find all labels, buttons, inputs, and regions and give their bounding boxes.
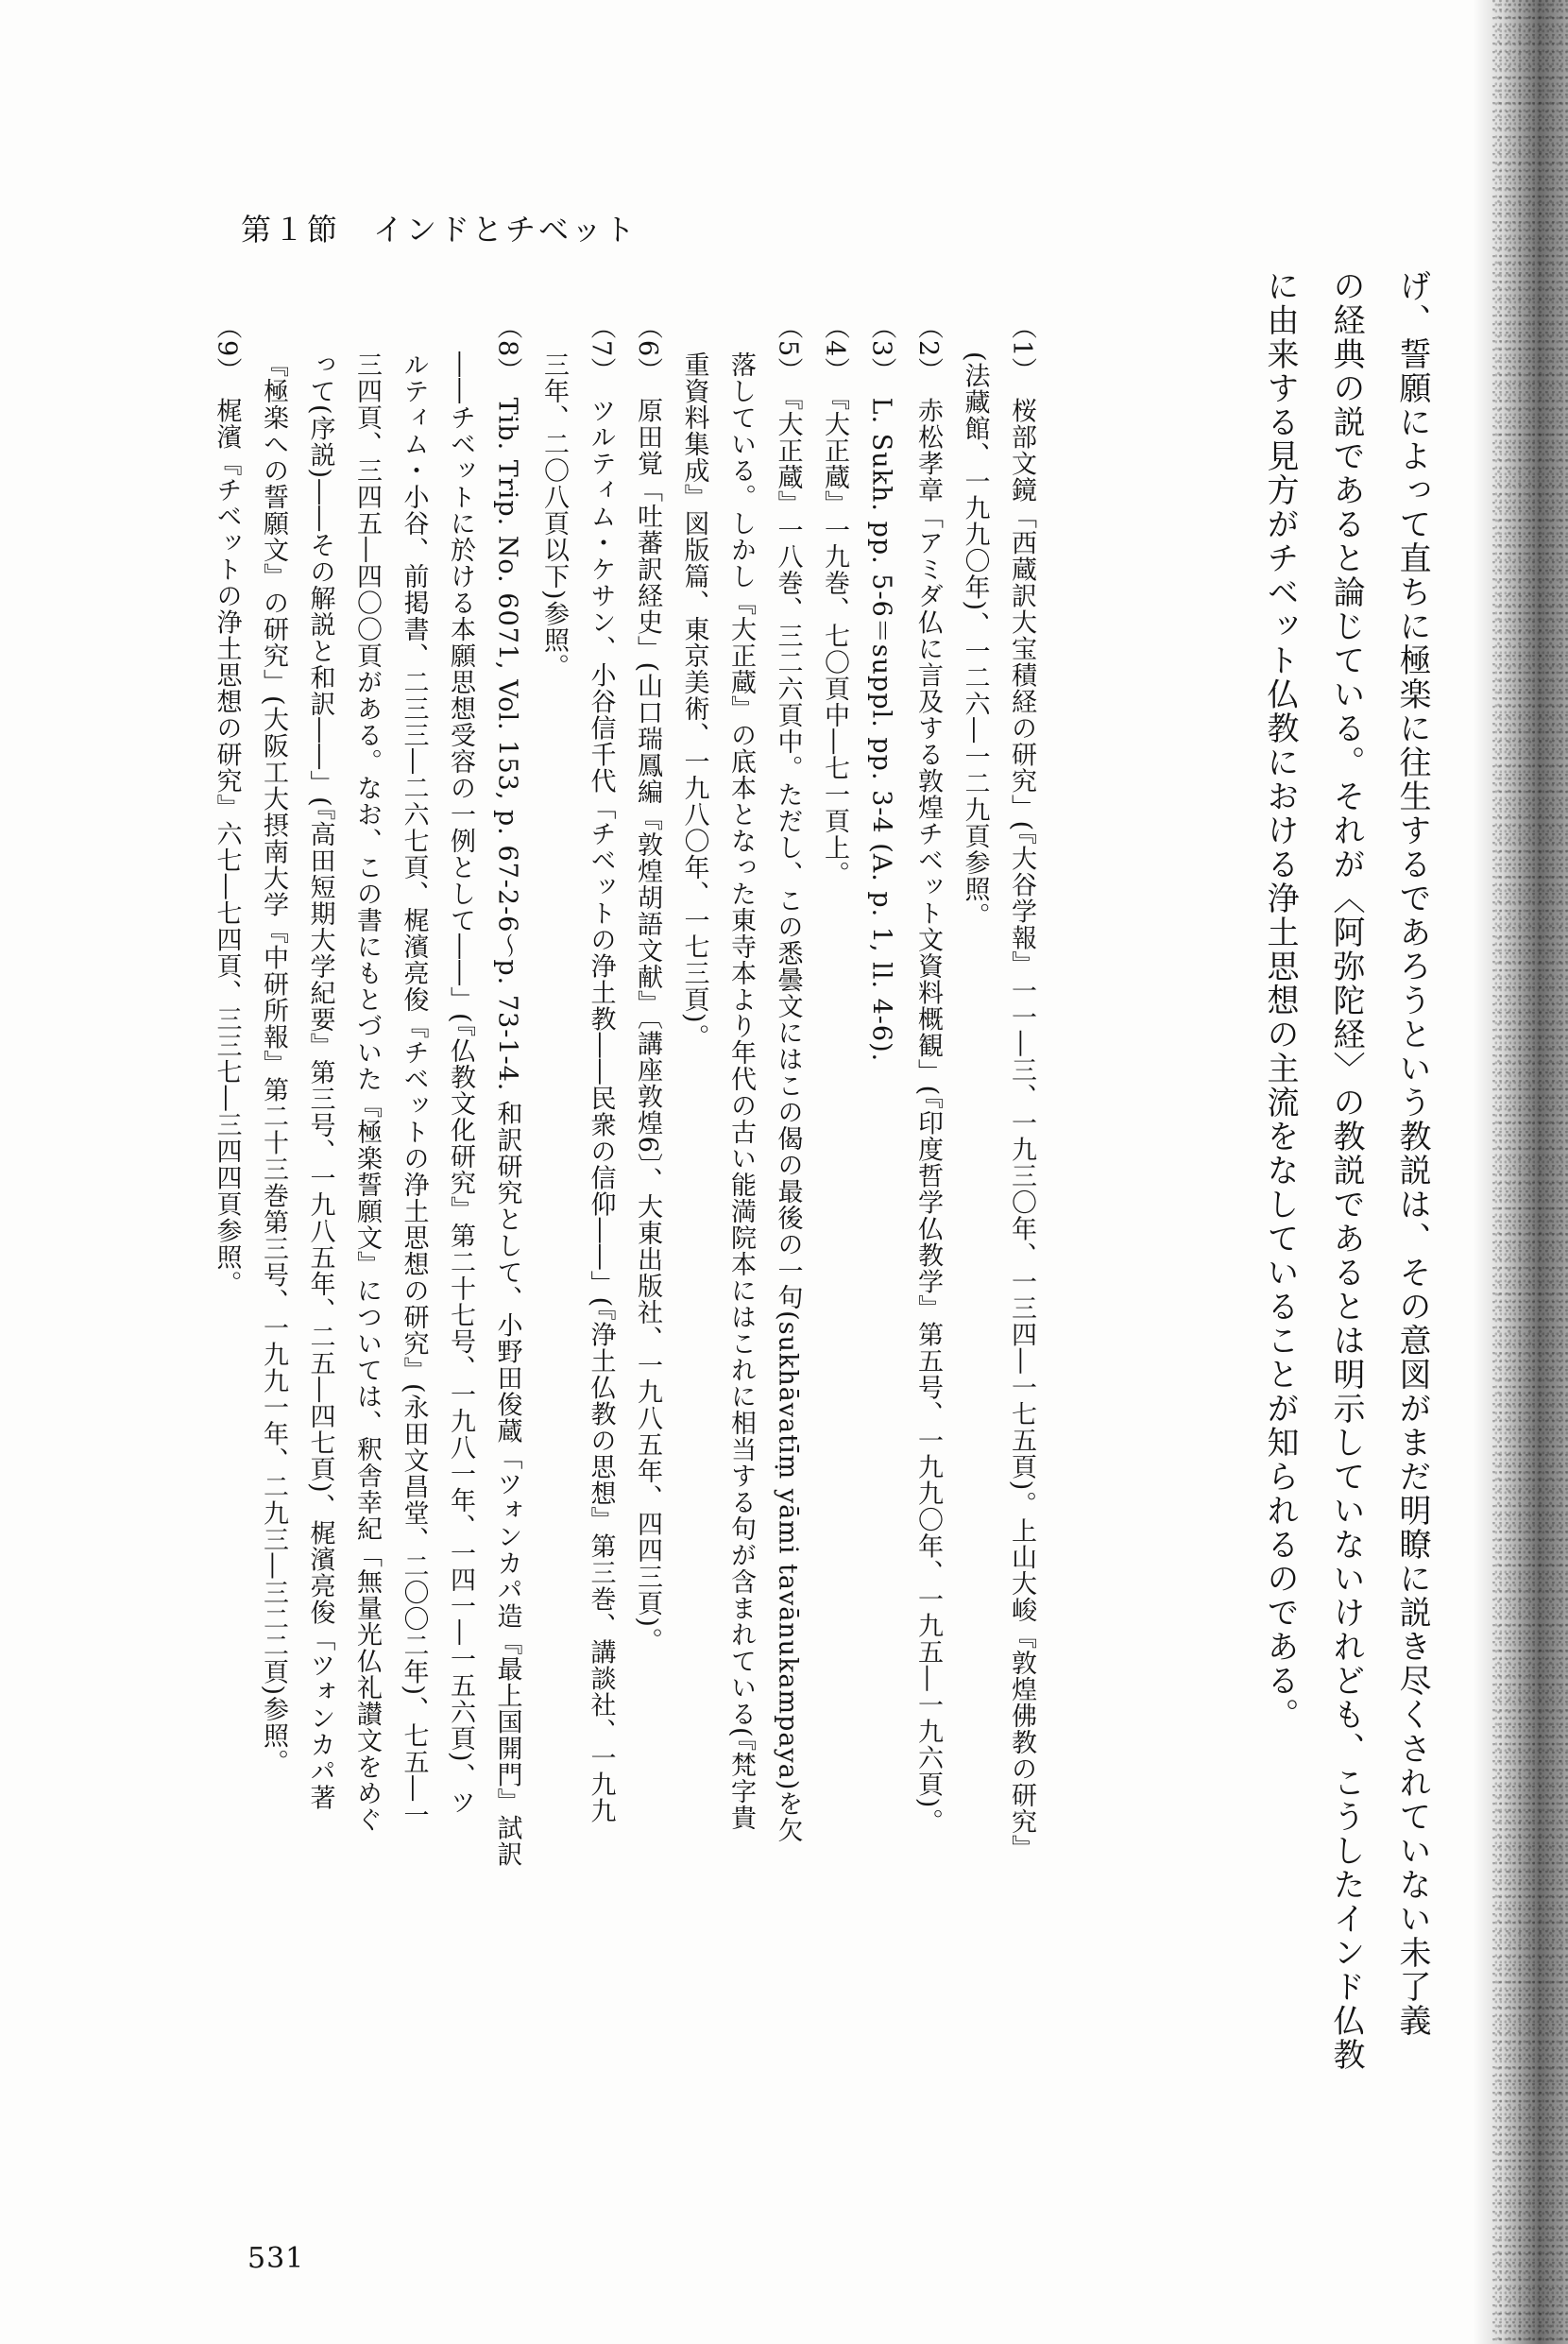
note-8-line: 三四頁、三四五―四〇〇頁がある。なお、この書にもとづいた『極楽誓願文』については、釈舎幸紀「無量光仏礼讃文をめぐ bbox=[352, 351, 382, 1833]
body-line: の経典の説であると論じている。それが〈阿弥陀経〉の教説であるとは明示していないけれども、こうしたインド仏教 bbox=[1327, 269, 1365, 2072]
note-4-line: （4） 『大正蔵』一九巻、七〇頁中―七一頁上。 bbox=[820, 314, 849, 888]
note-8-line: って(序説)――その解説と和訳――」(『高田短期大学紀要』第三号、一九八五年、二五―四七頁)、梶濱亮俊「ツォンカパ著 bbox=[305, 351, 335, 1811]
note-9-line: （9） 梶濱『チベットの浄土思想の研究』六七―七四頁、三三七―三四四頁参照。 bbox=[212, 314, 242, 1297]
note-8-line: ルティム・小谷、前掲書、二三三―二六七頁、梶濱亮俊『チベットの浄土思想の研究』(永田文昌堂、二〇〇二年)、七五―一 bbox=[399, 351, 429, 1829]
page-number: 531 bbox=[247, 2242, 305, 2275]
note-5-line: （5） 『大正蔵』一八巻、三二六頁中。ただし、この悉曇文にはこの偈の最後の一句(sukhāvatīṃ yāmi tavānukampaya)を欠 bbox=[773, 314, 803, 1844]
note-8-line: ――チベットに於ける本願思想受容の一例として――」(『仏教文化研究』第二十七号、一九八一年、一四一―一五六頁)、ツ bbox=[446, 351, 475, 1816]
note-8-line: 『極楽への誓願文』の研究」(大阪工大摂南大学『中研所報』第二十三巻第三号、一九九一年、二九三―三二二頁)参照。 bbox=[259, 351, 288, 1776]
note-2-line: （2） 赤松孝章「アミダ仏に言及する敦煌チベット文資料概観」(『印度哲学仏教学』第五号、一九九〇年、一九五―一九六頁)。 bbox=[913, 314, 943, 1836]
note-8-line: （8） Tib. Trip. No. 6071, Vol. 153, p. 67-2-6～p. 73-1-4. 和訳研究として、小野田俊蔵「ツォンカパ造『最上国開門』試訳 bbox=[492, 314, 522, 1868]
scan-edge-speckle bbox=[1492, 0, 1568, 2344]
note-5-line: 重資料集成』図版篇、東京美術、一九八〇年、一七三頁)。 bbox=[679, 351, 709, 1051]
note-3-line: （3） L. Sukh. pp. 5-6＝suppl. pp. 3-4 (A. p. 1, ll. 4-6). bbox=[866, 314, 896, 1063]
note-7-line: 三年、二〇八頁以下)参照。 bbox=[539, 351, 569, 680]
running-head: 第１節 インドとチベット bbox=[241, 212, 639, 248]
note-7-line: （7） ツルティム・ケサン、小谷信千代「チベットの浄土教――民衆の信仰――」(『浄土仏教の思想』第三巻、講談社、一九九 bbox=[586, 314, 616, 1824]
body-line: げ、誓願によって直ちに極楽に往生するであろうという教説は、その意図がまだ明瞭に説き尽くされていない未了義 bbox=[1393, 269, 1431, 2038]
note-6-line: （6） 原田覚「吐蕃訳経史」(山口瑞鳳編『敦煌胡語文献』〔講座敦煌6〕、大東出版社、一九八五年、四四三頁)。 bbox=[633, 314, 662, 1654]
note-5-line: 落している。しかし『大正蔵』の底本となった東寺本より年代の古い能満院本にはこれに相当する句が含まれている(『梵字貴 bbox=[726, 351, 756, 1832]
note-1-line: (法藏館、一九九〇年)、一二六―一二九頁参照。 bbox=[960, 351, 990, 930]
body-paragraph bbox=[1247, 269, 1445, 2072]
body-line: に由来する見方がチベット仏教における浄土思想の主流をなしていることが知られるのである。 bbox=[1261, 269, 1299, 1732]
endnotes bbox=[203, 314, 1045, 2118]
note-1-line: （1） 桜部文鏡「西蔵訳大宝積経の研究」(『大谷学報』一一―三、一九三〇年、一三四―一七五頁)。上山大峻『敦煌佛教の研究』 bbox=[1007, 314, 1036, 1862]
